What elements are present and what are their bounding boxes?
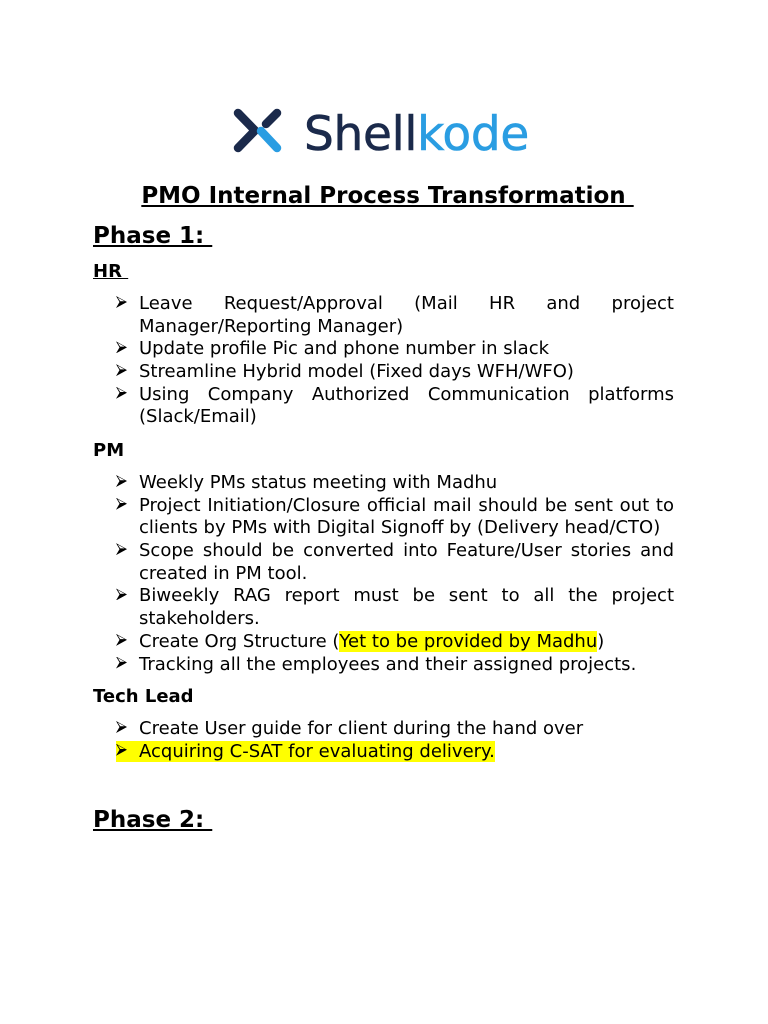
list-item-text: Tracking all the employees and their assigned projects. (139, 653, 637, 675)
list-item-line (116, 361, 674, 384)
list-item-line (116, 384, 674, 407)
list-item-text: Project Initiation/Closure official mail should be sent out to (139, 494, 674, 516)
arrowhead-bullet-icon (116, 657, 127, 669)
list-item-line (116, 472, 674, 495)
document-title: PMO Internal Process Transformation (141, 183, 634, 209)
arrowhead-bullet-icon (116, 634, 127, 646)
list-item-text: Update profile Pic and phone number in slack (139, 338, 550, 360)
list-item (116, 631, 674, 654)
arrowhead-bullet-icon (116, 721, 127, 733)
arrowhead-bullet-icon (116, 475, 127, 487)
highlighted-item (116, 741, 495, 762)
arrowhead-bullet-icon (116, 296, 127, 308)
list-item (116, 654, 674, 677)
shellkode-logo-icon (233, 108, 282, 153)
arrowhead-bullet-icon (116, 744, 127, 756)
highlighted-text: Acquiring C-SAT for evaluating delivery. (139, 740, 495, 762)
list-item-line (116, 631, 674, 654)
arrowhead-bullet-icon (116, 588, 127, 600)
list-item (116, 361, 674, 384)
pm-list (116, 472, 674, 676)
list-item-line (116, 293, 674, 316)
list-item-line (116, 654, 674, 677)
list-item-text: Manager/Reporting Manager) (139, 315, 404, 337)
logo-wordmark (304, 107, 530, 162)
logo-mark-blue-arm (261, 131, 277, 148)
logo-wordmark-part2: kode (417, 107, 530, 162)
arrowhead-bullet-icon (116, 498, 127, 510)
list-item-line (116, 608, 674, 631)
list-item-text: stakeholders. (139, 608, 260, 630)
phase-1-heading: Phase 1: (93, 223, 213, 249)
logo-mark-navy-chevron (238, 113, 255, 148)
section-heading-pm: PM (93, 440, 125, 461)
list-item-line (116, 495, 674, 518)
list-item-line (116, 718, 674, 741)
list-item-line (116, 741, 674, 764)
list-item-text: Create User guide for client during the hand over (139, 718, 584, 739)
list-item (116, 293, 674, 338)
arrowhead-bullet-icon (116, 543, 127, 555)
list-item-text: Leave Request/Approval (Mail HR and project (139, 293, 674, 314)
tech-lead-list (116, 718, 674, 763)
section-heading-tech-lead: Tech Lead (93, 686, 194, 707)
arrowhead-bullet-icon (116, 364, 127, 376)
list-item (116, 585, 674, 630)
list-item (116, 741, 674, 764)
list-item-text: Streamline Hybrid model (Fixed days WFH/WFO) (139, 361, 574, 383)
list-item (116, 540, 674, 585)
list-item (116, 495, 674, 540)
list-item-text: Weekly PMs status meeting with Madhu (139, 472, 498, 493)
list-item (116, 718, 674, 741)
arrowhead-bullet-icon (116, 387, 127, 399)
list-item-line (116, 338, 674, 361)
list-item-text: Create Org Structure ( (139, 630, 340, 652)
list-item-line (116, 563, 674, 586)
list-item-text: clients by PMs with Digital Signoff by (Delivery head/CTO) (139, 517, 661, 539)
phase-2-heading: Phase 2: (93, 807, 213, 833)
list-item-line (116, 406, 674, 429)
list-item (116, 384, 674, 429)
list-item-line (116, 585, 674, 608)
section-heading-hr: HR (93, 261, 129, 282)
list-item-line (116, 316, 674, 339)
list-item-text: Using Company Authorized Communication platforms (139, 383, 674, 405)
list-item-text: (Slack/Email) (139, 406, 257, 428)
highlighted-text: Yet to be provided by Madhu (339, 630, 598, 652)
list-item-text: created in PM tool. (139, 562, 308, 584)
list-item (116, 472, 674, 495)
list-item-line (116, 517, 674, 540)
logo-mark-navy-arm (266, 113, 277, 124)
list-item-text: ) (597, 630, 605, 652)
list-item-text: Biweekly RAG report must be sent to all the project (139, 585, 674, 607)
list-item-text: Scope should be converted into Feature/User stories and (139, 540, 674, 562)
list-item-line (116, 540, 674, 563)
arrowhead-bullet-icon (116, 341, 127, 353)
list-item (116, 338, 674, 361)
hr-list (116, 293, 674, 429)
logo-wordmark-part1: Shell (304, 107, 418, 162)
